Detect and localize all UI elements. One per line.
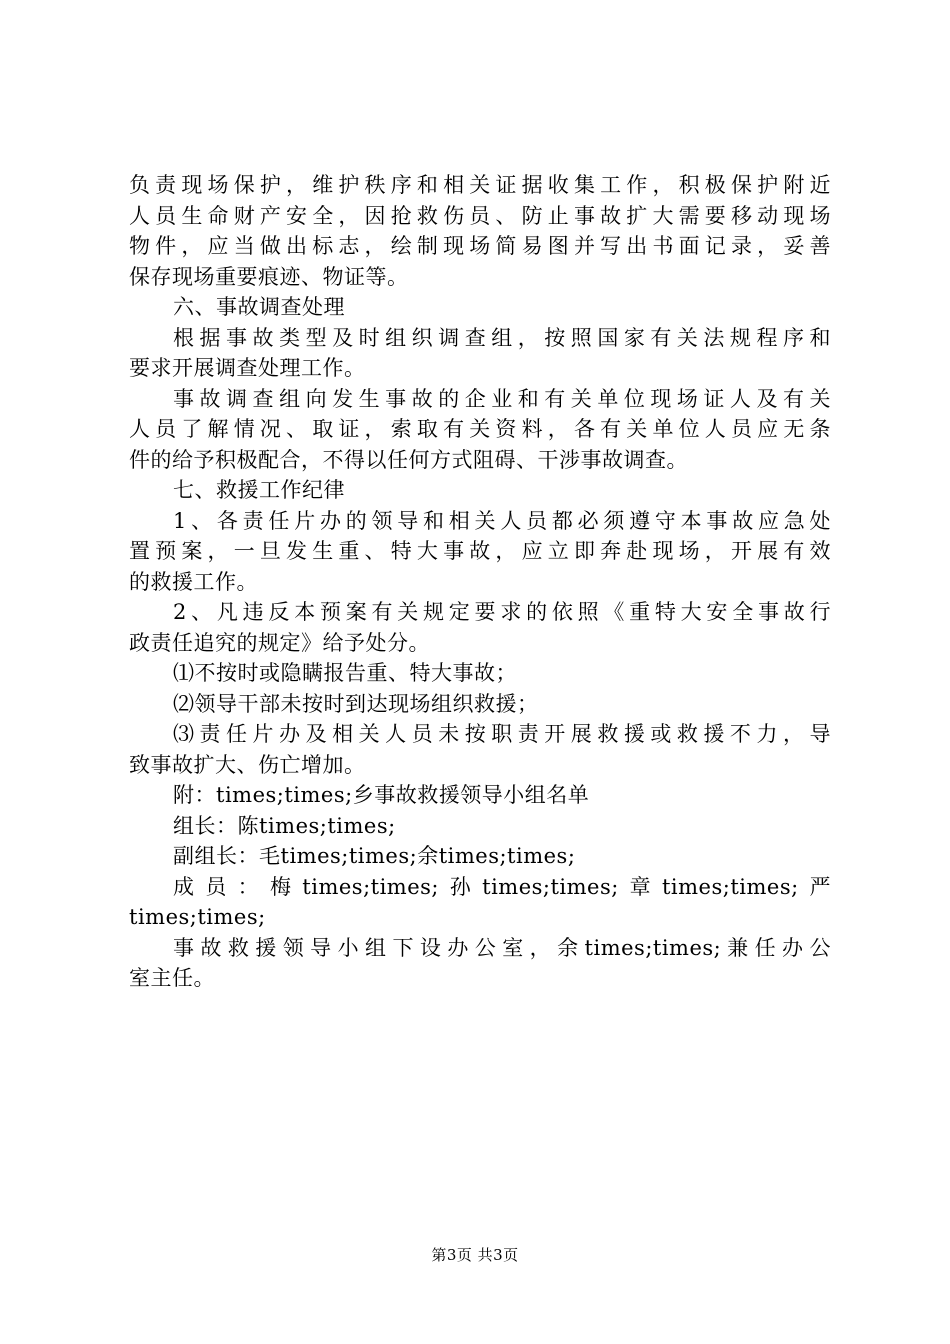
roster-line: 成员：梅times;times;孙times;times;章times;times;严 xyxy=(173,874,831,899)
paragraph-line: 根据事故类型及时组织调查组，按照国家有关法规程序和 xyxy=(173,325,831,350)
paragraph-line: 要求开展调查处理工作。 xyxy=(129,356,366,380)
paragraph-line: 事故救援领导小组下设办公室，余times;times;兼任办公 xyxy=(173,935,831,960)
section-heading: 六、事故调查处理 xyxy=(173,295,345,319)
paragraph-line: 人员生命财产安全，因抢救伤员、防止事故扩大需要移动现场 xyxy=(129,203,831,228)
paragraph-line: 负责现场保护，维护秩序和相关证据收集工作，积极保护附近 xyxy=(129,173,831,197)
paragraph-line: 件的给予积极配合，不得以任何方式阻碍、干涉事故调查。 xyxy=(129,447,688,472)
paragraph-line: 保存现场重要痕迹、物证等。 xyxy=(129,264,409,289)
list-item: ⑶责任片办及相关人员未按职责开展救援或救援不力，导 xyxy=(173,722,831,746)
section-heading: 七、救援工作纪律 xyxy=(173,478,345,502)
page-footer: 第3页 共3页 xyxy=(431,1246,519,1264)
paragraph-line: 致事故扩大、伤亡增加。 xyxy=(129,752,366,777)
paragraph-line: 的救援工作。 xyxy=(129,569,258,594)
paragraph-line: 物件，应当做出标志，绘制现场简易图并写出书面记录，妥善 xyxy=(129,234,831,258)
roster-line: 组长：陈times;times; xyxy=(173,813,396,838)
paragraph-line: 政责任追究的规定》给予处分。 xyxy=(129,630,430,655)
list-item: ⑵领导干部未按时到达现场组织救援； xyxy=(173,691,539,716)
paragraph-line: 1、各责任片办的领导和相关人员都必须遵守本事故应急处 xyxy=(173,508,831,533)
document-body xyxy=(129,170,831,994)
roster-line: times;times; xyxy=(129,905,266,929)
paragraph-line: 事故调查组向发生事故的企业和有关单位现场证人及有关 xyxy=(173,386,831,411)
paragraph-line: 室主任。 xyxy=(129,966,215,990)
paragraph-line: 置预案，一旦发生重、特大事故，应立即奔赴现场，开展有效 xyxy=(129,539,831,563)
list-item: ⑴不按时或隐瞒报告重、特大事故； xyxy=(173,661,517,685)
appendix-title: 附：times;times;乡事故救援领导小组名单 xyxy=(173,783,590,807)
roster-line: 副组长：毛times;times;余times;times; xyxy=(173,844,576,868)
paragraph-line: 2、凡违反本预案有关规定要求的依照《重特大安全事故行 xyxy=(173,600,831,624)
paragraph-line: 人员了解情况、取证，索取有关资料，各有关单位人员应无条 xyxy=(129,417,831,441)
